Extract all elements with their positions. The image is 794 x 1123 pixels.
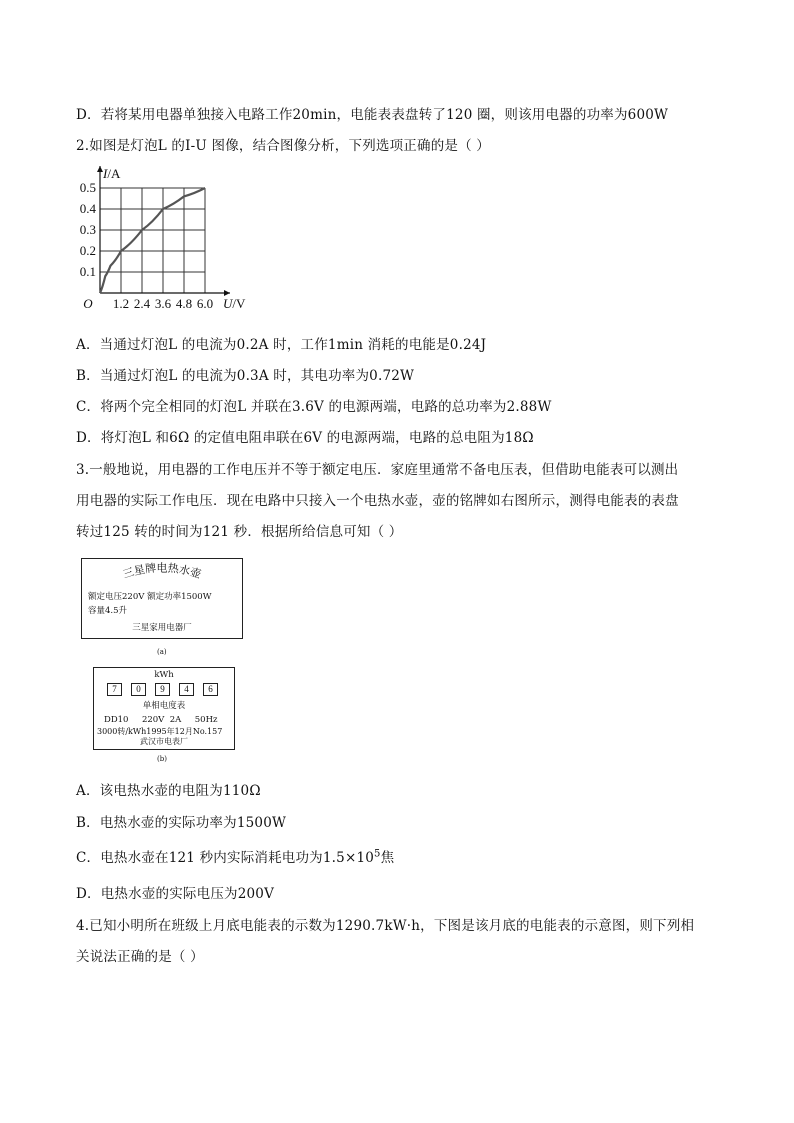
meter-digit: 7 [107,683,122,696]
option-c-q3-text: C．电热水壶在121 秒内实际消耗电功为1.5×10 [76,850,375,866]
y-tick-label: 0.5 [79,180,96,195]
nameplate-rated: 额定电压220V 额定功率1500W [88,592,212,602]
nameplate-title-arc [82,559,242,589]
meter-digit: 4 [179,683,194,696]
meter-maker: 武汉市电表厂 [140,737,188,746]
x-tick-label: 6.0 [196,296,214,311]
caption-a: (a) [157,648,167,656]
iu-chart [72,165,262,315]
option-c-q3 [76,846,394,866]
option-d-q2: D．将灯泡L 和6Ω 的定值电阻串联在6V 的电源两端，电路的总电阻为18Ω [76,430,534,446]
option-c-q2: C．将两个完全相同的灯泡L 并联在3.6V 的电源两端，电路的总功率为2.88W [76,399,552,415]
meter-unit: kWh [154,670,174,680]
nameplate-title: 三星牌电热水壶 [121,561,203,582]
question-4-line2: 关说法正确的是（ ） [76,949,204,965]
option-d-q3: D．电热水壶的实际电压为200V [76,886,275,902]
y-tick-label: 0.4 [79,201,96,216]
nameplate-maker: 三星家用电器厂 [132,623,192,633]
y-tick-label: 0.2 [79,243,96,258]
option-a-q2: A．当通过灯泡L 的电流为0.2A 时，工作1min 消耗的电能是0.24J [76,337,487,353]
meter-name: 单相电度表 [142,701,186,711]
kettle-nameplate [81,558,243,639]
question-2: 2.如图是灯泡L 的I-U 图像，结合图像分析，下列选项正确的是（ ） [76,138,490,154]
meter-digit: 0 [131,683,146,696]
question-3-line2: 用电器的实际工作电压．现在电路中只接入一个电热水壶，壶的铭牌如右图所示，测得电能表的表盘 [76,493,679,509]
electric-meter [93,667,235,750]
question-4-line1: 4.已知小明所在班级上月底电能表的示数为1290.7kW·h，下图是该月底的电能表的示意图，则下列相 [76,918,695,934]
option-a-q3: A．该电热水壶的电阻为110Ω [76,783,261,799]
y-tick-label: 0.3 [79,222,96,237]
question-3-line1: 3.一般地说，用电器的工作电压并不等于额定电压．家庭里通常不备电压表，但借助电能表可以测出 [76,462,679,478]
nameplate-capacity: 容量4.5升 [88,606,128,616]
y-axis-label: I/A [103,166,121,181]
x-tick-label: 4.8 [175,296,193,311]
x-tick-label: 3.6 [154,296,172,311]
caption-b: (b) [157,755,167,763]
x-tick-label: 1.2 [112,296,130,311]
question-3-line3: 转过125 转的时间为121 秒．根据所给信息可知（ ） [76,524,403,540]
iu-curve [100,188,205,293]
option-b-q3: B．电热水壶的实际功率为1500W [76,815,287,831]
option-d-q1: D．若将某用电器单独接入电路工作20min，电能表表盘转了120 圈，则该用电器的功率为600W [76,107,669,123]
x-axis-label: U/V [223,296,246,311]
meter-spec: DD10 220V 2A 50Hz [104,715,218,725]
meter-digit: 6 [203,683,218,696]
meter-revolutions: 3000转/kWh1995年12月No.157 [97,727,223,736]
option-c-q3-exponent: 5 [374,848,381,860]
origin-label: O [83,296,93,311]
x-tick-label: 2.4 [133,296,151,311]
svg-text:三星牌电热水壶 [121,561,203,582]
option-b-q2: B．当通过灯泡L 的电流为0.3A 时，其电功率为0.72W [76,368,415,384]
meter-digit: 9 [155,683,170,696]
y-tick-label: 0.1 [79,264,96,279]
option-c-q3-unit: 焦 [380,850,395,866]
iu-graph [72,165,262,319]
